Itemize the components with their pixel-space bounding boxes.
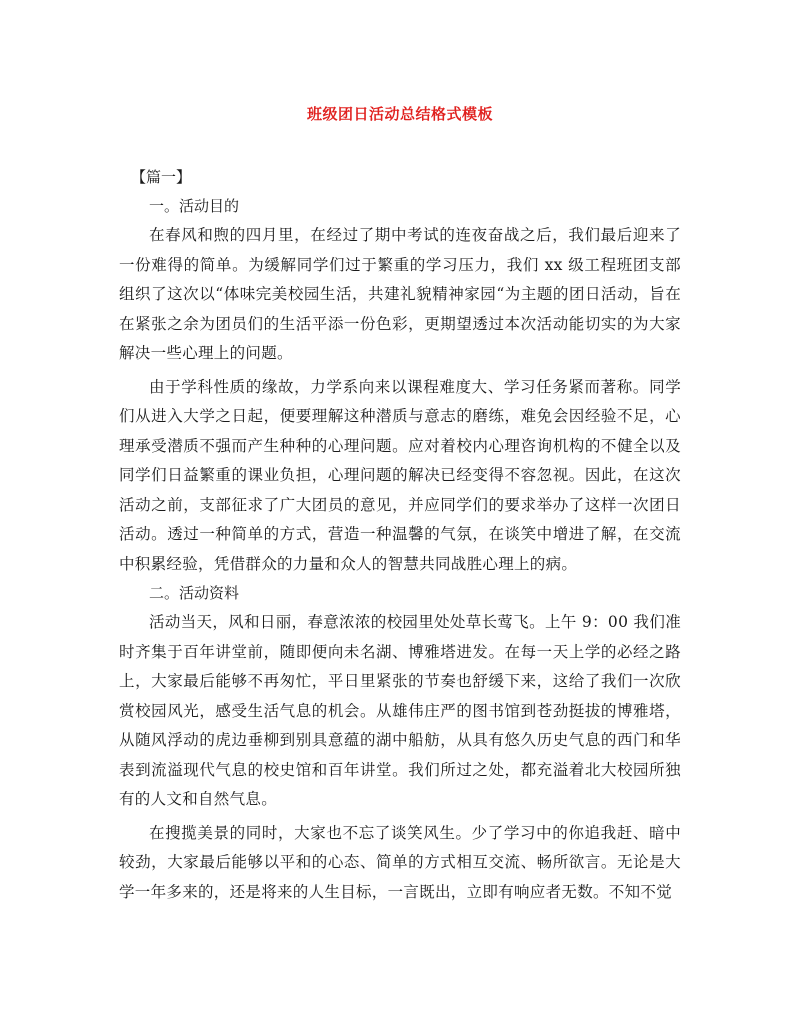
paragraph-purpose-1: 在春风和煦的四月里，在经过了期中考试的连夜奋战之后，我们最后迎来了一份难得的简单。为缓解同学们过于繁重的学习压力，我们 xx 级工程班团支部组织了这次以“体味完美校园生活，共建礼貌精神家园“为主题的团日活动，旨在在紧张之余为团员们的生活平添一份色彩，更期望透过本次活动能切实的为大家解决一些心理上的问题。 xyxy=(119,226,681,362)
part-label: 【篇一】 xyxy=(131,168,192,186)
paragraph-content-2: 在搜揽美景的同时，大家也不忘了谈笑风生。少了学习中的你追我赶、暗中较劲，大家最后能够以平和的心态、简单的方式相互交流、畅所欲言。无论是大学一年多来的，还是将来的人生目标，一言既出，立即有响应者无数。不知不觉 xyxy=(119,823,681,901)
section-heading-purpose: 一。活动目的 xyxy=(149,197,240,215)
paragraph-content-1: 活动当天，风和日丽，春意浓浓的校园里处处草长莺飞。上午 9：00 我们准时齐集于百年讲堂前，随即便向未名湖、博雅塔进发。在每一天上学的必经之路上，大家最后能够不再匆忙，平日里紧张的节奏也舒缓下来，这给了我们一次欣赏校园风光，感受生活气息的机会。从雄伟庄严的图书馆到苍劲挺拔的博雅塔，从随风浮动的虎边垂柳到别具意蕴的湖中船舫，从具有悠久历史气息的西门和华表到流溢现代气息的校史馆和百年讲堂。我们所过之处，都充溢着北大校园所独有的人文和自然气息。 xyxy=(119,613,681,808)
document-body xyxy=(119,163,681,907)
document-title: 班级团日活动总结格式模板 xyxy=(306,105,493,123)
section-heading-content: 二。活动资料 xyxy=(149,584,240,602)
paragraph-purpose-2: 由于学科性质的缘故，力学系向来以课程难度大、学习任务紧而著称。同学们从进入大学之日起，便要理解这种潜质与意志的磨练，难免会因经验不足，心理承受潜质不强而产生种种的心理问题。应对着校内心理咨询机构的不健全以及同学们日益繁重的课业负担，心理问题的解决已经变得不容忽视。因此，在这次活动之前，支部征求了广大团员的意见，并应同学们的要求举办了这样一次团日活动。透过一种简单的方式，营造一种温馨的气氛，在谈笑中增进了解，在交流中积累经验，凭借群众的力量和众人的智慧共同战胜心理上的病。 xyxy=(119,377,681,573)
